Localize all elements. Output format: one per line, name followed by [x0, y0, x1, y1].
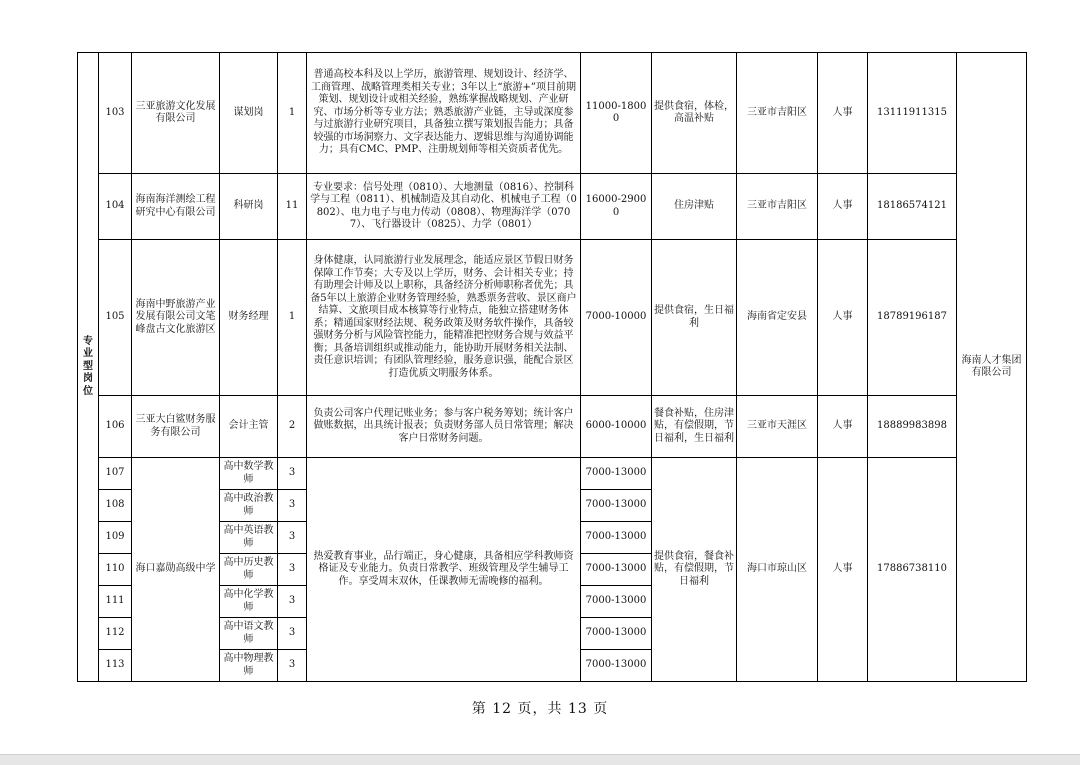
location: 三亚市天涯区 [737, 396, 818, 458]
phone: 18889983898 [868, 396, 957, 458]
requirements: 普通高校本科及以上学历，旅游管理、规划设计、经济学、工商管理、战略管理类相关专业；3年以上“旅游+”项目前期策划、规划设计或相关经验，熟练掌握战略规划、产业研究、市场分析等专业方法；熟悉旅游产业链，主导或深度参与过旅游行业研究项目，具备独立撰写策划报告能力；具备较强的市场洞察力、文字表达能力、逻辑思维与沟通协调能力；具有CMC、PMP、注册规划师等相关资质者优先。 [307, 53, 581, 174]
headcount: 3 [278, 490, 307, 522]
headcount: 3 [278, 586, 307, 618]
table-row [78, 53, 1027, 174]
requirements: 负责公司客户代理记账业务；参与客户税务筹划；统计客户做账数据，出具统计报表；负责财务部人员日常管理；解决客户日常财务问题。 [307, 396, 581, 458]
table-row [78, 174, 1027, 240]
position-name: 会计主管 [220, 396, 278, 458]
salary: 7000-13000 [581, 490, 652, 522]
position-name: 高中英语教师 [220, 522, 278, 554]
organizer: 海南人才集团有限公司 [957, 53, 1027, 682]
benefits: 提供食宿，生日福利 [652, 240, 737, 396]
requirements: 身体健康，认同旅游行业发展理念，能适应景区节假日财务保障工作节奏；大专及以上学历，财务、会计相关专业；持有助理会计师及以上职称，具备经济分析师职称者优先；具备5年以上旅游企业财务管理经验，熟悉票务营收、景区商户结算、文旅项目成本核算等行业特点，能独立搭建财务体系；精通国家财经法规、税务政策及财务软件操作，具备较强财务分析与风险管控能力，能精准把控财务合规与效益平衡；具备培训组织或推动能力，能协助开展财务相关法制、责任意识培训；有团队管理经验，服务意识强，能配合景区打造优质文明服务体系。 [307, 240, 581, 396]
location: 海南省定安县 [737, 240, 818, 396]
position-name: 高中化学教师 [220, 586, 278, 618]
requirements: 专业要求：信号处理（0810）、大地测量（0816）、控制科学与工程（0811）、机械制造及其自动化、机械电子工程（0802）、电力电子与电力传动（0808）、物理海洋学（0707）、飞行器设计（0825）、力学（0801） [307, 174, 581, 240]
position-name: 财务经理 [220, 240, 278, 396]
headcount: 11 [278, 174, 307, 240]
row-number: 113 [99, 650, 132, 682]
benefits: 提供食宿，餐食补贴，有偿假期，节日福利 [652, 458, 737, 682]
table-row [78, 396, 1027, 458]
company-name: 海南中野旅游产业发展有限公司文笔峰盘古文化旅游区 [132, 240, 220, 396]
company-name: 三亚旅游文化发展有限公司 [132, 53, 220, 174]
row-number: 106 [99, 396, 132, 458]
phone: 13111911315 [868, 53, 957, 174]
page-bottom-edge [0, 754, 1080, 765]
salary: 7000-10000 [581, 240, 652, 396]
category-cell [78, 53, 99, 682]
row-number: 104 [99, 174, 132, 240]
page-number: 第 12 页，共 13 页 [471, 701, 609, 717]
headcount: 2 [278, 396, 307, 458]
headcount: 1 [278, 53, 307, 174]
salary: 7000-13000 [581, 554, 652, 586]
location: 海口市琼山区 [737, 458, 818, 682]
salary: 7000-13000 [581, 650, 652, 682]
category-label: 专业型岗位 [83, 335, 93, 397]
benefits: 餐食补贴，住房津贴，有偿假期，节日福利，生日福利 [652, 396, 737, 458]
headcount: 1 [278, 240, 307, 396]
requirements: 热爱教育事业，品行端正，身心健康，具备相应学科教师资格证及专业能力。负责日常教学、班级管理及学生辅导工作。享受周末双休，任课教师无需晚修的福利。 [307, 458, 581, 682]
company-name: 海南海洋测绘工程研究中心有限公司 [132, 174, 220, 240]
row-number: 112 [99, 618, 132, 650]
row-number: 108 [99, 490, 132, 522]
position-name: 谋划岗 [220, 53, 278, 174]
headcount: 3 [278, 522, 307, 554]
row-number: 109 [99, 522, 132, 554]
phone: 18789196187 [868, 240, 957, 396]
salary: 6000-10000 [581, 396, 652, 458]
location: 三亚市吉阳区 [737, 174, 818, 240]
table-row [78, 458, 1027, 490]
position-name: 科研岗 [220, 174, 278, 240]
position-name: 高中政治教师 [220, 490, 278, 522]
headcount: 3 [278, 554, 307, 586]
headcount: 3 [278, 618, 307, 650]
salary: 7000-13000 [581, 618, 652, 650]
benefits: 提供食宿，体检，高温补贴 [652, 53, 737, 174]
table-row [78, 240, 1027, 396]
benefits: 住房津贴 [652, 174, 737, 240]
salary: 11000-18000 [581, 53, 652, 174]
row-number: 107 [99, 458, 132, 490]
row-number: 111 [99, 586, 132, 618]
position-name: 高中语文教师 [220, 618, 278, 650]
contact: 人事 [818, 458, 868, 682]
position-name: 高中历史教师 [220, 554, 278, 586]
job-table [77, 52, 1027, 682]
location: 三亚市吉阳区 [737, 53, 818, 174]
salary: 16000-29000 [581, 174, 652, 240]
phone: 18186574121 [868, 174, 957, 240]
phone: 17886738110 [868, 458, 957, 682]
salary: 7000-13000 [581, 458, 652, 490]
headcount: 3 [278, 650, 307, 682]
row-number: 105 [99, 240, 132, 396]
salary: 7000-13000 [581, 586, 652, 618]
company-name: 三亚大白鲨财务服务有限公司 [132, 396, 220, 458]
salary: 7000-13000 [581, 522, 652, 554]
position-name: 高中物理教师 [220, 650, 278, 682]
position-name: 高中数学教师 [220, 458, 278, 490]
contact: 人事 [818, 174, 868, 240]
row-number: 110 [99, 554, 132, 586]
row-number: 103 [99, 53, 132, 174]
contact: 人事 [818, 240, 868, 396]
contact: 人事 [818, 396, 868, 458]
contact: 人事 [818, 53, 868, 174]
headcount: 3 [278, 458, 307, 490]
company-name: 海口嘉勋高级中学 [132, 458, 220, 682]
